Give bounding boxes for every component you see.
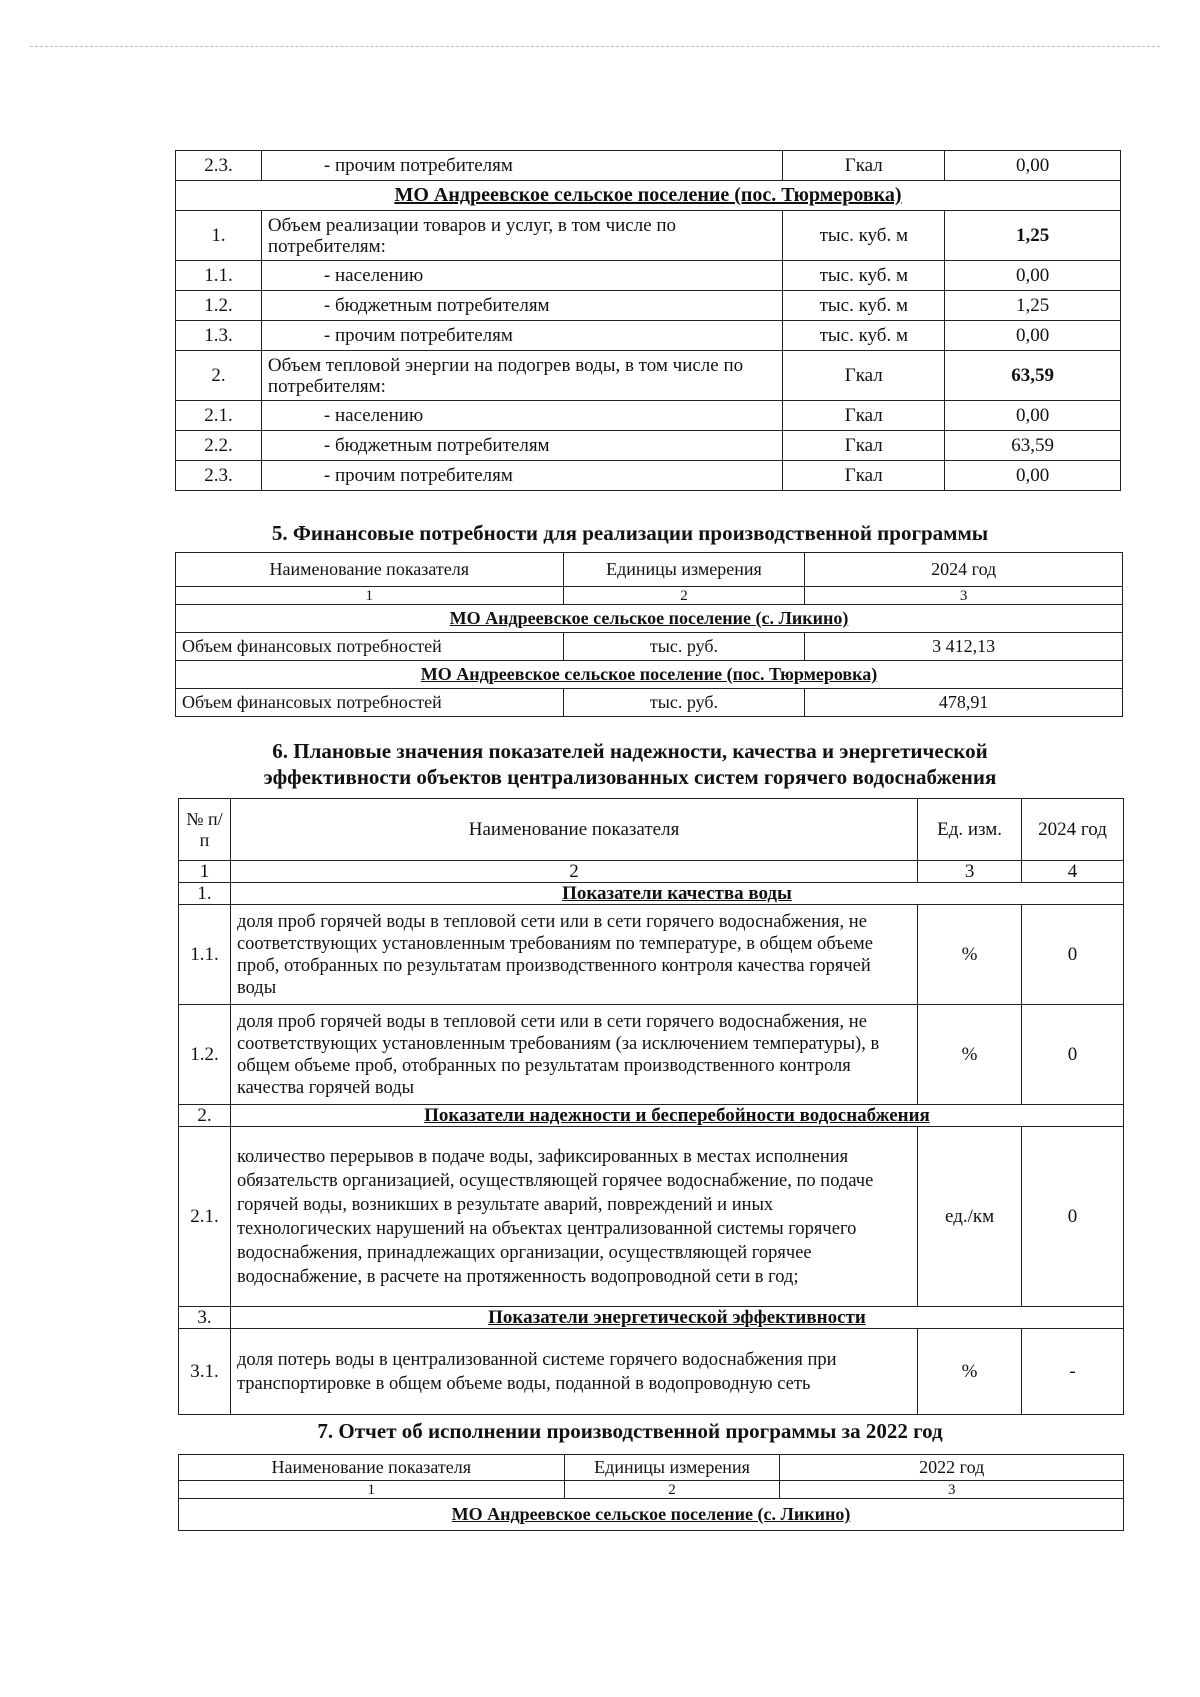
row-value: 1,25 (945, 211, 1121, 261)
section-header-row (179, 1499, 1124, 1531)
section-7-title: 7. Отчет об исполнении производственной программы за 2022 год (317, 1419, 943, 1443)
row-number: 1. (176, 211, 262, 261)
table-row (176, 461, 1121, 491)
row-unit: тыс. куб. м (783, 321, 945, 351)
table-header-row (179, 799, 1124, 861)
row-unit: Гкал (783, 461, 945, 491)
group-header-row (179, 1307, 1124, 1329)
row-unit: тыс. руб. (563, 689, 805, 717)
column-header: Единицы измерения (563, 553, 805, 587)
row-value: 63,59 (945, 431, 1121, 461)
row-name: Объем финансовых потребностей (176, 633, 564, 661)
section-header: МО Андреевское сельское поселение (пос. Тюрмеровка) (176, 181, 1121, 211)
column-numbers-row (179, 1481, 1124, 1499)
row-value: 1,25 (945, 291, 1121, 321)
column-number: 4 (1022, 861, 1124, 883)
row-name: доля проб горячей воды в тепловой сети или в сети горячего водоснабжения, не соответствующих установленным требованиям по температуре, в общем объеме проб, отобранных по результатам производственного контроля качества горячей воды (230, 905, 917, 1005)
financial-needs-table (175, 552, 1123, 717)
column-header: Наименование показателя (176, 553, 564, 587)
column-number: 1 (176, 587, 564, 605)
column-header: № п/п (179, 799, 231, 861)
row-value: 0,00 (945, 461, 1121, 491)
row-name: - населению (261, 401, 782, 431)
table-row (176, 351, 1121, 401)
row-number: 3.1. (179, 1329, 231, 1415)
row-unit: % (918, 1005, 1022, 1105)
group-header: Показатели качества воды (230, 883, 1123, 905)
column-number: 2 (564, 1481, 780, 1499)
column-header: Ед. изм. (918, 799, 1022, 861)
volume-table (175, 150, 1121, 491)
table-row (176, 291, 1121, 321)
column-number: 3 (805, 587, 1123, 605)
row-number: 2.1. (176, 401, 262, 431)
row-number: 2. (176, 351, 262, 401)
report-table (178, 1454, 1124, 1531)
column-header: 2024 год (805, 553, 1123, 587)
table-row (176, 261, 1121, 291)
section-header: МО Андреевское сельское поселение (с. Ликино) (176, 605, 1123, 633)
section-header-row (176, 181, 1121, 211)
section-6-title-line-1: 6. Плановые значения показателей надежности, качества и энергетической (272, 739, 988, 763)
table-header-row (179, 1455, 1124, 1481)
group-header-row (179, 1105, 1124, 1127)
row-unit: % (918, 1329, 1022, 1415)
table-row (176, 689, 1123, 717)
row-number: 1.2. (179, 1005, 231, 1105)
section-5-title: 5. Финансовые потребности для реализации производственной программы (271, 521, 989, 545)
column-header: Единицы измерения (564, 1455, 780, 1481)
group-header: Показатели энергетической эффективности (230, 1307, 1123, 1329)
table-row (179, 905, 1124, 1005)
row-value: - (1022, 1329, 1124, 1415)
column-header: Наименование показателя (179, 1455, 565, 1481)
row-name: Объем финансовых потребностей (176, 689, 564, 717)
column-number: 2 (563, 587, 805, 605)
section-header: МО Андреевское сельское поселение (с. Ликино) (179, 1499, 1124, 1531)
row-number: 1.3. (176, 321, 262, 351)
row-name: - прочим потребителям (261, 461, 782, 491)
group-header-row (179, 883, 1124, 905)
row-value: 0,00 (945, 261, 1121, 291)
column-number: 2 (230, 861, 917, 883)
table-row (176, 321, 1121, 351)
row-name: доля проб горячей воды в тепловой сети или в сети горячего водоснабжения, не соответствующих установленным требованиям (за исключением температуры), в общем объеме проб, отобранных по результатам производственного контроля качества горячей воды (230, 1005, 917, 1105)
group-number: 1. (179, 883, 231, 905)
section-header-row (176, 605, 1123, 633)
column-numbers-row (179, 861, 1124, 883)
group-header: Показатели надежности и бесперебойности водоснабжения (230, 1105, 1123, 1127)
row-value: 0 (1022, 905, 1124, 1005)
row-value: 3 412,13 (805, 633, 1123, 661)
column-numbers-row (176, 587, 1123, 605)
scan-artifact-line (30, 46, 1160, 47)
row-unit: тыс. куб. м (783, 291, 945, 321)
row-value: 0 (1022, 1127, 1124, 1307)
row-name: - прочим потребителям (261, 321, 782, 351)
row-number: 1.2. (176, 291, 262, 321)
column-number: 1 (179, 1481, 565, 1499)
group-number: 2. (179, 1105, 231, 1127)
row-number: 2.3. (176, 151, 262, 181)
row-number: 2.2. (176, 431, 262, 461)
row-unit: Гкал (783, 151, 945, 181)
column-number: 3 (780, 1481, 1124, 1499)
row-name: доля потерь воды в централизованной системе горячего водоснабжения при транспортировке в общем объеме воды, поданной в водопроводную сеть (230, 1329, 917, 1415)
row-name: - прочим потребителям (261, 151, 782, 181)
row-unit: Гкал (783, 431, 945, 461)
section-header: МО Андреевское сельское поселение (пос. Тюрмеровка) (176, 661, 1123, 689)
row-number: 2.1. (179, 1127, 231, 1307)
row-name: - бюджетным потребителям (261, 431, 782, 461)
row-unit: ед./км (918, 1127, 1022, 1307)
row-value: 63,59 (945, 351, 1121, 401)
table-row (176, 431, 1121, 461)
indicators-table (178, 798, 1124, 1415)
row-unit: тыс. куб. м (783, 211, 945, 261)
table-row (179, 1005, 1124, 1105)
column-header: Наименование показателя (230, 799, 917, 861)
row-name: Объем тепловой энергии на подогрев воды, в том числе по потребителям: (261, 351, 782, 401)
row-unit: Гкал (783, 401, 945, 431)
table-header-row (176, 553, 1123, 587)
group-number: 3. (179, 1307, 231, 1329)
row-unit: % (918, 905, 1022, 1005)
row-number: 1.1. (179, 905, 231, 1005)
table-row (179, 1127, 1124, 1307)
row-value: 0,00 (945, 151, 1121, 181)
table-row (179, 1329, 1124, 1415)
section-6-title-line-2: эффективности объектов централизованных систем горячего водоснабжения (263, 765, 997, 789)
table-row (176, 401, 1121, 431)
table-row (176, 211, 1121, 261)
row-number: 2.3. (176, 461, 262, 491)
section-header-row (176, 661, 1123, 689)
row-number: 1.1. (176, 261, 262, 291)
row-unit: тыс. куб. м (783, 261, 945, 291)
row-value: 0 (1022, 1005, 1124, 1105)
row-value: 0,00 (945, 321, 1121, 351)
row-value: 0,00 (945, 401, 1121, 431)
row-name: Объем реализации товаров и услуг, в том числе по потребителям: (261, 211, 782, 261)
column-number: 3 (918, 861, 1022, 883)
row-name: количество перерывов в подаче воды, зафиксированных в местах исполнения обязательств организацией, осуществляющей горячее водоснабжение, по подаче горячей воды, возникших в результате аварий, повреждений и иных технологических нарушений на объектах централизованной системы горячего водоснабжения, принадлежащих организации, осуществляющей горячее водоснабжение, в расчете на протяженность водопроводной сети в год; (230, 1127, 917, 1307)
table-row (176, 151, 1121, 181)
column-header: 2024 год (1022, 799, 1124, 861)
column-number: 1 (179, 861, 231, 883)
row-unit: тыс. руб. (563, 633, 805, 661)
row-name: - населению (261, 261, 782, 291)
table-row (176, 633, 1123, 661)
column-header: 2022 год (780, 1455, 1124, 1481)
row-unit: Гкал (783, 351, 945, 401)
row-value: 478,91 (805, 689, 1123, 717)
row-name: - бюджетным потребителям (261, 291, 782, 321)
